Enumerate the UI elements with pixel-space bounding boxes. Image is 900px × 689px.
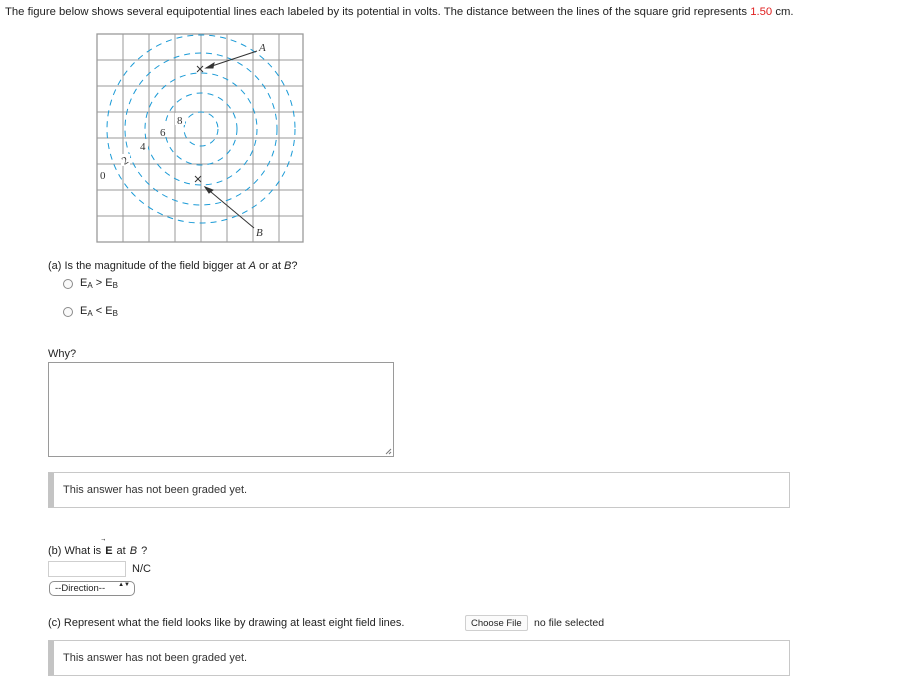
square-grid	[97, 34, 303, 242]
radio-ea-less[interactable]	[63, 307, 73, 317]
option-ea-less-label: $E_A < E_B$	[80, 305, 118, 318]
intro-text-end: cm.	[772, 6, 794, 18]
equipotential-figure	[93, 31, 307, 247]
potential-label-0: 0	[100, 170, 106, 182]
marker-b-x	[195, 176, 201, 182]
potential-label-8: 8	[177, 115, 183, 127]
e-vector-symbol: E	[105, 545, 113, 557]
field-magnitude-input[interactable]	[48, 561, 126, 577]
file-status-text: no file selected	[534, 617, 605, 629]
grading-status-a: This answer has not been graded yet.	[48, 472, 790, 508]
why-label: Why?	[48, 348, 77, 360]
potential-label-4: 4	[140, 141, 146, 153]
option-ea-greater[interactable]	[63, 277, 118, 290]
radio-ea-greater[interactable]	[63, 279, 73, 289]
select-arrows-icon: ▲▼	[118, 582, 130, 588]
part-a-question: (a) Is the magnitude of the field bigger at A or at B?	[48, 260, 298, 272]
direction-select-value: --Direction--	[55, 583, 106, 594]
potential-label-2: 2	[119, 154, 131, 168]
intro-text: The figure below shows several equipotential lines each labeled by its potential in volts. The distance between the lines of the square grid represents	[5, 6, 751, 18]
potential-label-6: 6	[160, 127, 166, 139]
marker-a-x	[197, 66, 203, 72]
choose-file-button[interactable]: Choose File	[465, 615, 528, 631]
option-ea-less[interactable]	[63, 305, 118, 318]
point-b-label: B	[256, 227, 263, 239]
problem-intro	[5, 6, 794, 18]
point-a-label: A	[259, 42, 266, 54]
direction-select[interactable]	[49, 581, 135, 596]
grading-status-c: This answer has not been graded yet.	[48, 640, 790, 676]
resize-grip-icon[interactable]	[385, 448, 392, 455]
part-c-question: (c) Represent what the field looks like by drawing at least eight field lines.	[48, 617, 405, 629]
option-ea-greater-label: $E_A > E_B$	[80, 277, 118, 290]
grid-spacing-value: 1.50	[750, 6, 773, 18]
part-b-question: (b) What is E at B ?	[48, 545, 148, 557]
why-textarea[interactable]	[48, 362, 394, 457]
unit-label: N/C	[132, 563, 151, 575]
